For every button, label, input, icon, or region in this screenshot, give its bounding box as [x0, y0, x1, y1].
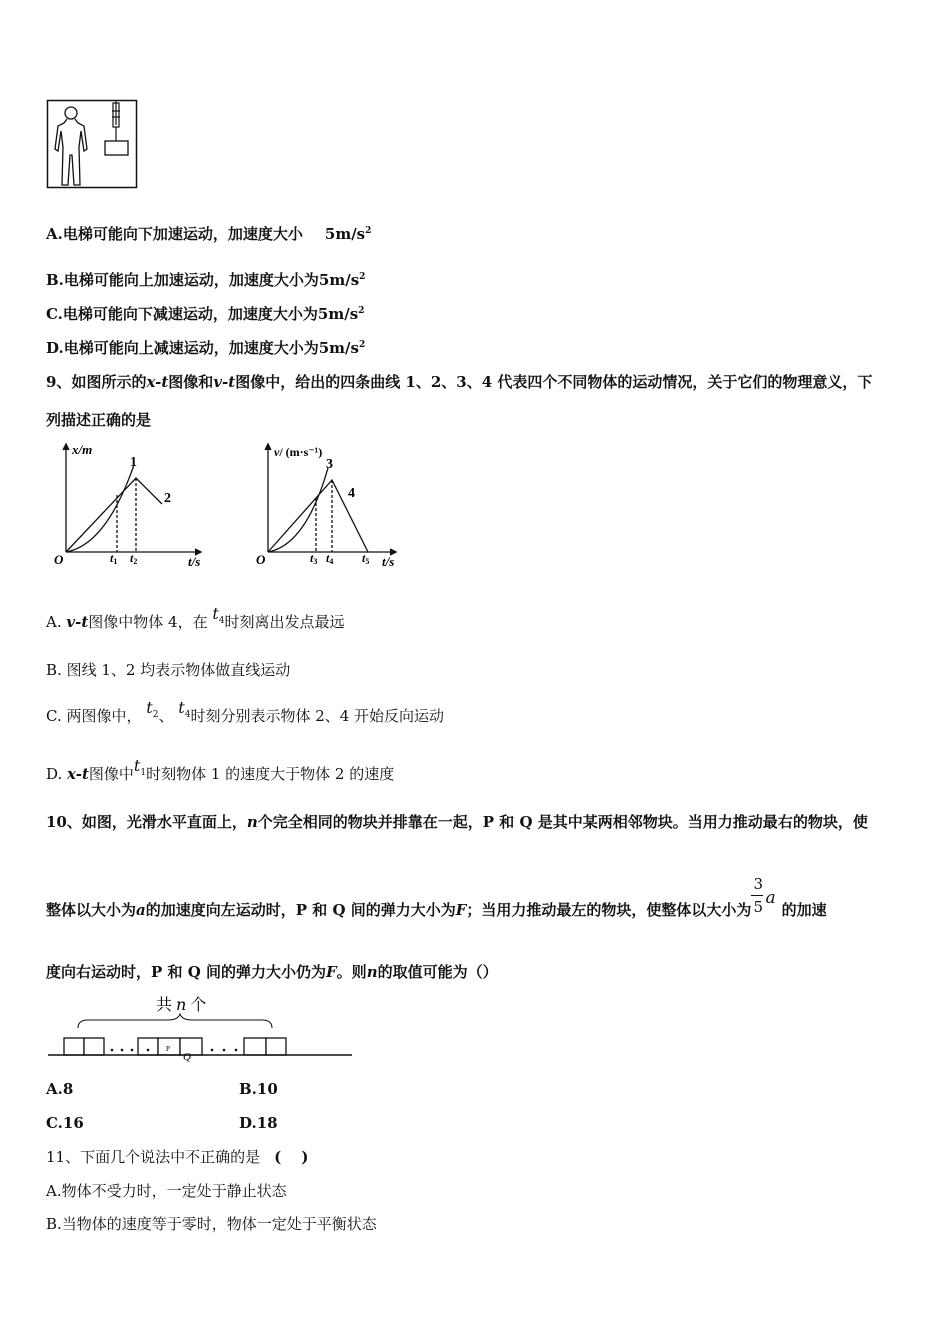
q11-option-a[interactable]	[46, 1181, 287, 1201]
q8-option-b[interactable]	[46, 270, 365, 290]
option-value: 10	[256, 1080, 278, 1098]
q8-option-c[interactable]	[46, 304, 364, 324]
option-prefix: C.	[46, 707, 62, 725]
option-text: 时刻物体 1 的速度大于物体 2 的速度	[146, 765, 395, 783]
person-scale-figure	[46, 99, 138, 189]
curve-3-label: 3	[326, 457, 333, 472]
q10-option-a[interactable]	[46, 1079, 73, 1099]
vt-label: v-t	[66, 613, 89, 631]
q10-option-c[interactable]	[46, 1113, 84, 1133]
q10-option-d[interactable]	[239, 1113, 278, 1133]
question-number: 11、	[46, 1148, 81, 1166]
curve-1	[66, 465, 134, 552]
curve-3	[268, 468, 328, 552]
stem-text: 。则	[336, 963, 367, 981]
xt-graph	[46, 440, 226, 570]
vt-label: v-t	[213, 373, 236, 391]
question-number: 10、	[46, 813, 82, 831]
stem-text: 的取值可能为（）	[377, 963, 498, 981]
option-text: 图像中物体 4，在	[88, 613, 208, 631]
q9-option-a[interactable]	[46, 604, 345, 639]
brace-label: 共 n 个	[156, 995, 207, 1014]
option-text: 电梯可能向下加速运动，加速度大小	[62, 225, 303, 243]
option-prefix: B.	[46, 271, 64, 289]
stem-text: 个完全相同的物块并排靠在一起，P 和 Q 是其中某两相邻物块。当用力推动最右的物块，使	[257, 813, 868, 831]
time-symbol: $t_4$	[178, 698, 191, 721]
option-prefix: A.	[46, 613, 62, 631]
origin-label: O	[256, 552, 266, 567]
option-prefix: A.	[46, 1080, 63, 1098]
tick-t5: t5	[362, 551, 370, 566]
x-axis-label: t/s	[188, 554, 201, 569]
curve-1-label: 1	[130, 455, 137, 470]
q11-stem	[46, 1147, 309, 1167]
q11-option-b[interactable]	[46, 1214, 377, 1234]
stem-text: 列描述正确的是	[46, 411, 152, 429]
option-exponent: 2	[358, 306, 365, 316]
xt-label: x-t	[67, 765, 89, 783]
curve-4-label: 4	[348, 486, 355, 501]
q10-option-b[interactable]	[239, 1079, 278, 1099]
stem-text: 图像和	[168, 373, 214, 391]
q9-option-c[interactable]	[46, 698, 445, 733]
option-text: 图线 1、2 均表示物体做直线运动	[66, 661, 291, 679]
option-prefix: D.	[46, 339, 64, 357]
stem-text: 整体以大小为	[46, 901, 137, 919]
tick-t1: t1	[110, 551, 118, 566]
option-text: 物体不受力时，一定处于静止状态	[61, 1182, 287, 1200]
stem-text: 下面几个说法中不正确的是	[80, 1148, 261, 1166]
option-prefix: A.	[46, 225, 63, 243]
q10-stem-line1	[46, 812, 868, 832]
stem-text: 度向右运动时，P 和 Q 间的弹力大小仍为	[46, 963, 327, 981]
variable-a: a	[136, 901, 146, 919]
option-text: 时刻离出发点最远	[224, 613, 345, 631]
q9-stem-line2	[46, 410, 151, 430]
option-exponent: 2	[359, 272, 366, 282]
stem-text: 图像中，给出的四条曲线 1、2、3、4 代表四个不同物体的运动情况，关于它们的物理意义，下	[235, 373, 873, 391]
stem-text: 如图所示的	[71, 373, 147, 391]
block-q-label: Q	[183, 1051, 191, 1062]
option-value: 5m/s	[317, 305, 359, 323]
option-value: 5m/s	[318, 339, 359, 357]
option-value: 5m/s	[324, 225, 366, 243]
variable-a: a	[765, 888, 776, 908]
option-text: 时刻分别表示物体 2、4 开始反向运动	[190, 707, 445, 725]
option-prefix: C.	[46, 1114, 63, 1132]
curve-2	[66, 478, 162, 552]
fraction-3-5: $\frac{3}{5}$	[753, 875, 763, 916]
q9-option-b[interactable]	[46, 660, 290, 680]
tick-t3: t3	[310, 551, 318, 566]
x-axis-label: t/s	[382, 554, 395, 569]
option-value: 18	[256, 1114, 278, 1132]
variable-f: F	[326, 963, 337, 981]
option-text: 图像中	[88, 765, 134, 783]
q9-stem-line1	[46, 372, 872, 392]
stem-text: 的加速	[781, 901, 827, 919]
vt-graph	[248, 440, 428, 570]
variable-n: n	[366, 963, 378, 981]
separator: 、	[158, 707, 174, 725]
y-axis-label: x/m	[72, 442, 93, 457]
option-prefix: B.	[239, 1080, 257, 1098]
q10-stem-line3	[46, 962, 498, 982]
time-symbol: $t_1$	[133, 756, 147, 779]
time-symbol: $t_2$	[146, 698, 159, 721]
option-value: 5m/s	[318, 271, 360, 289]
blocks-figure	[46, 990, 356, 1062]
brace	[78, 1014, 272, 1028]
option-text: 两图像中，	[66, 707, 142, 725]
curve-2-label: 2	[164, 491, 171, 506]
option-exponent: 2	[365, 226, 372, 236]
variable-n: n	[246, 813, 258, 831]
question-number: 9、	[46, 373, 72, 391]
option-prefix: A.	[46, 1182, 62, 1200]
stem-text: 的加速度向左运动时，P 和 Q 间的弹力大小为	[145, 901, 456, 919]
block-p-label: P	[166, 1045, 170, 1053]
option-prefix: D.	[46, 765, 63, 783]
option-text: 电梯可能向上加速运动，加速度大小为	[63, 271, 319, 289]
answer-paren: ( )	[274, 1148, 309, 1166]
option-prefix: C.	[46, 305, 63, 323]
option-text: 当物体的速度等于零时，物体一定处于平衡状态	[61, 1215, 377, 1233]
stem-text: 如图，光滑水平直面上，	[81, 813, 247, 831]
option-prefix: D.	[239, 1114, 257, 1132]
option-prefix: B.	[46, 661, 62, 679]
option-text: 电梯可能向下减速运动，加速度大小为	[62, 305, 318, 323]
time-symbol: $t_4$	[212, 604, 225, 627]
option-value: 16	[62, 1114, 84, 1132]
variable-f: F	[455, 901, 467, 919]
q8-option-d[interactable]	[46, 338, 365, 358]
option-exponent: 2	[358, 340, 366, 350]
q10-stem-line2	[46, 875, 827, 920]
y-axis-label: v/ (m·s⁻¹)	[274, 445, 323, 459]
option-text: 电梯可能向上减速运动，加速度大小为	[63, 339, 319, 357]
option-prefix: B.	[46, 1215, 62, 1233]
xt-label: x-t	[146, 373, 169, 391]
stem-text: ；当用力推动最左的物块，使整体以大小为	[466, 901, 752, 919]
option-value: 8	[62, 1080, 74, 1098]
origin-label: O	[54, 552, 64, 567]
tick-t2: t2	[130, 551, 138, 566]
q9-option-d[interactable]	[46, 756, 395, 791]
tick-t4: t4	[326, 551, 334, 566]
q8-option-a[interactable]	[46, 224, 371, 244]
